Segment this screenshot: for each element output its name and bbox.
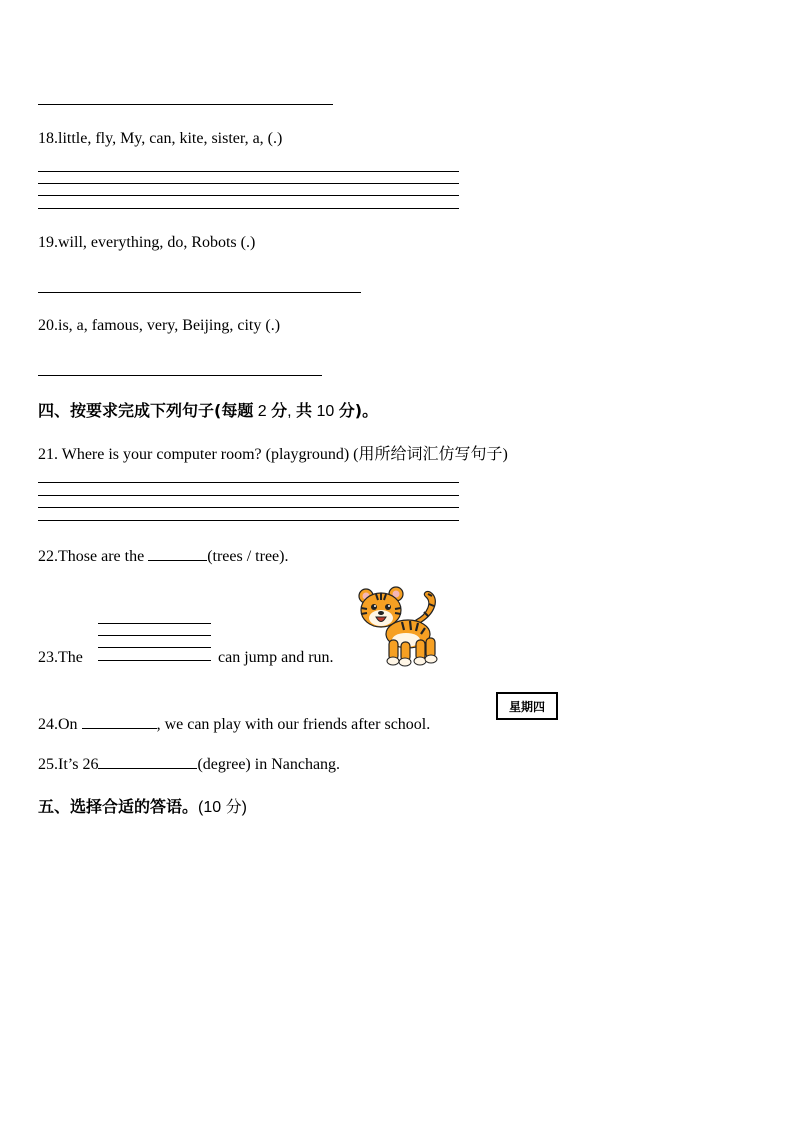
- blank-q24[interactable]: [82, 714, 157, 729]
- question-23-tail: can jump and run.: [218, 649, 334, 666]
- question-18: 18.little, fly, My, can, kite, sister, a, (.): [38, 130, 283, 147]
- answer-line-q23-3: [98, 647, 211, 648]
- answer-line-q21-4: [38, 520, 459, 521]
- blank-q22[interactable]: [148, 546, 207, 561]
- question-22: 22.Those are the (trees / tree).: [38, 548, 289, 565]
- answer-line-q20: [38, 375, 322, 376]
- answer-line-q23-4: [98, 660, 211, 661]
- question-24: 24.On , we can play with our friends after school.: [38, 716, 431, 733]
- answer-line-q18-4: [38, 208, 459, 209]
- question-19: 19.will, everything, do, Robots (.): [38, 234, 256, 251]
- answer-line-q23-1: [98, 623, 211, 624]
- answer-line-q18-1: [38, 171, 459, 172]
- tiger-cartoon-icon: [356, 584, 448, 670]
- answer-line-q21-3: [38, 507, 459, 508]
- question-23-lead: 23.The: [38, 649, 83, 666]
- answer-line-q18-3: [38, 195, 459, 196]
- answer-line-q23-2: [98, 635, 211, 636]
- question-20: 20.is, a, famous, very, Beijing, city (.): [38, 317, 281, 334]
- answer-line-q17: [38, 104, 333, 105]
- question-21: 21. Where is your computer room? (playground) (用所给词汇仿写句子): [38, 446, 508, 463]
- section-5-heading: 五、选择合适的答语。(10 分): [38, 797, 247, 816]
- blank-q25[interactable]: [98, 754, 197, 769]
- answer-line-q21-2: [38, 495, 459, 496]
- answer-line-q18-2: [38, 183, 459, 184]
- weekday-card-image: 星期四: [496, 692, 558, 720]
- question-25: 25.It’s 26 (degree) in Nanchang.: [38, 756, 341, 773]
- answer-line-q19: [38, 292, 361, 293]
- answer-line-q21-1: [38, 482, 459, 483]
- section-4-heading: 四、按要求完成下列句子(每题 2 分, 共 10 分)。: [38, 401, 379, 420]
